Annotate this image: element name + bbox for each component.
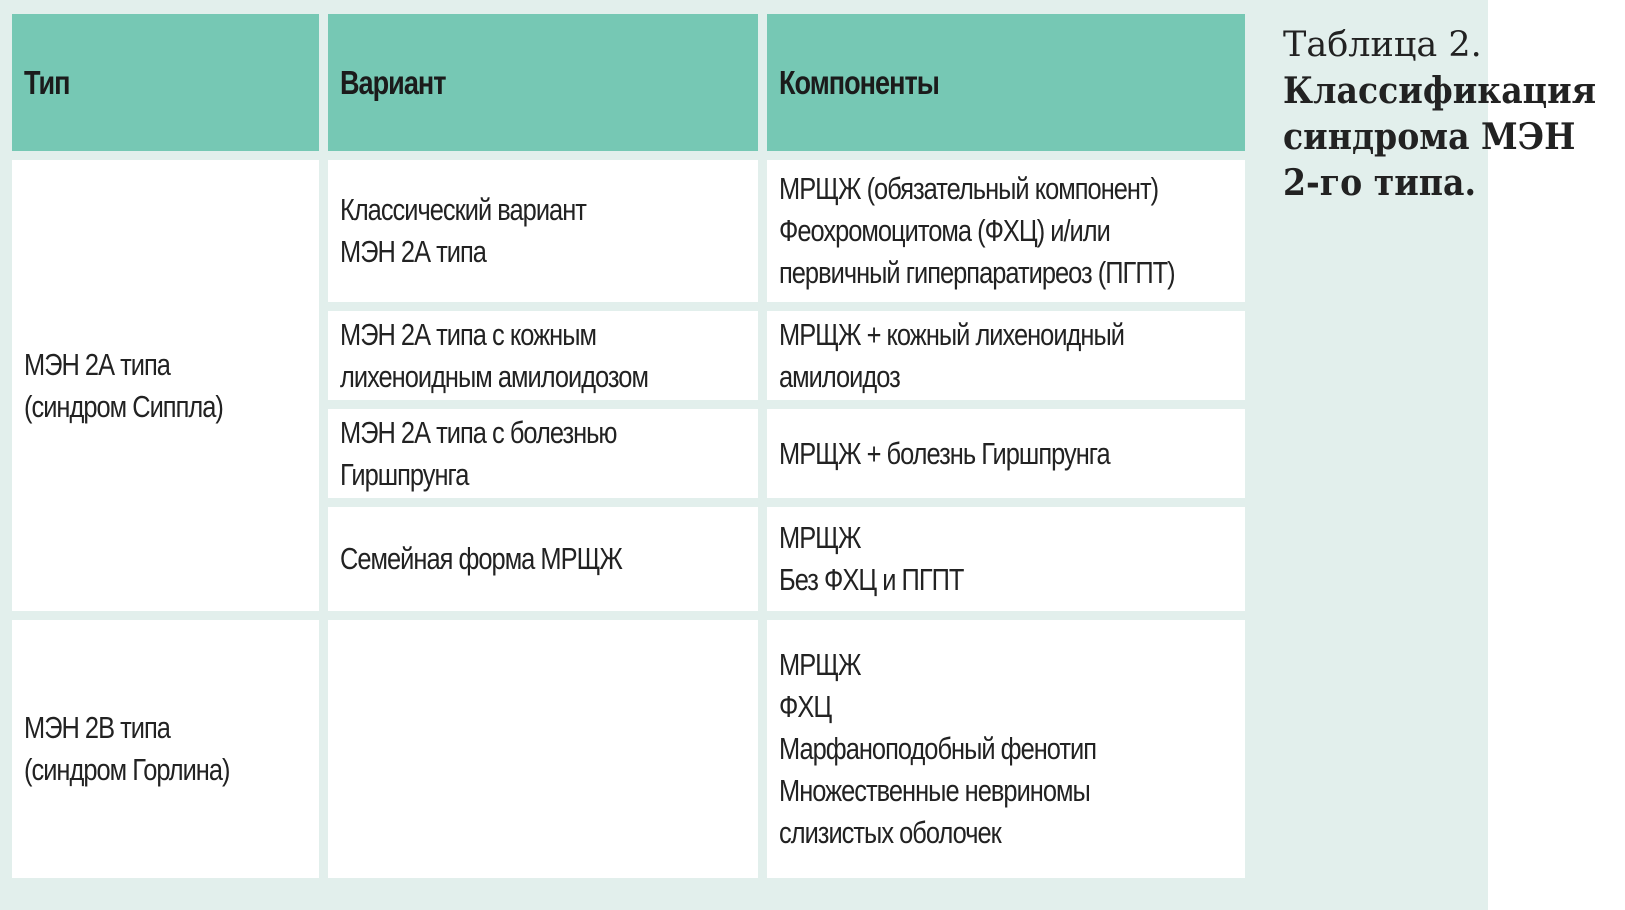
components-cell: МРЩЖ (обязательный компонент) Феохромоцитома (ФХЦ) и/или первичный гиперпаратиреоз (ПГПТ) [767,160,1245,302]
variant-cell-empty [328,620,758,878]
components-cell: МРЩЖ + болезнь Гиршпрунга [767,409,1245,498]
components-cell: МРЩЖ ФХЦ Марфаноподобный фенотип Множественные невриномы слизистых оболочек [767,620,1245,878]
header-type: Тип [12,14,319,151]
variant-cell: МЭН 2А типа с кожным лихеноидным амилоидозом [328,311,758,400]
components-cell: МРЩЖ + кожный лихеноидный амилоидоз [767,311,1245,400]
caption-title-line: синдрома МЭН [1283,116,1576,158]
header-variant: Вариант [328,14,758,151]
variant-cell: Семейная форма МРЩЖ [328,507,758,611]
table-caption [1283,22,1623,206]
caption-title-line: 2-го типа. [1283,162,1477,204]
variant-cell: МЭН 2А типа с болезнью Гиршпрунга [328,409,758,498]
type-cell-men2a: МЭН 2А типа (синдром Сиппла) [12,160,319,611]
caption-title-line: Классификация [1283,70,1597,112]
components-cell: МРЩЖ Без ФХЦ и ПГПТ [767,507,1245,611]
caption-number: Таблица 2. [1283,25,1482,65]
header-components: Компоненты [767,14,1245,151]
type-cell-men2b: МЭН 2В типа (синдром Горлина) [12,620,319,878]
variant-cell: Классический вариант МЭН 2А типа [328,160,758,302]
